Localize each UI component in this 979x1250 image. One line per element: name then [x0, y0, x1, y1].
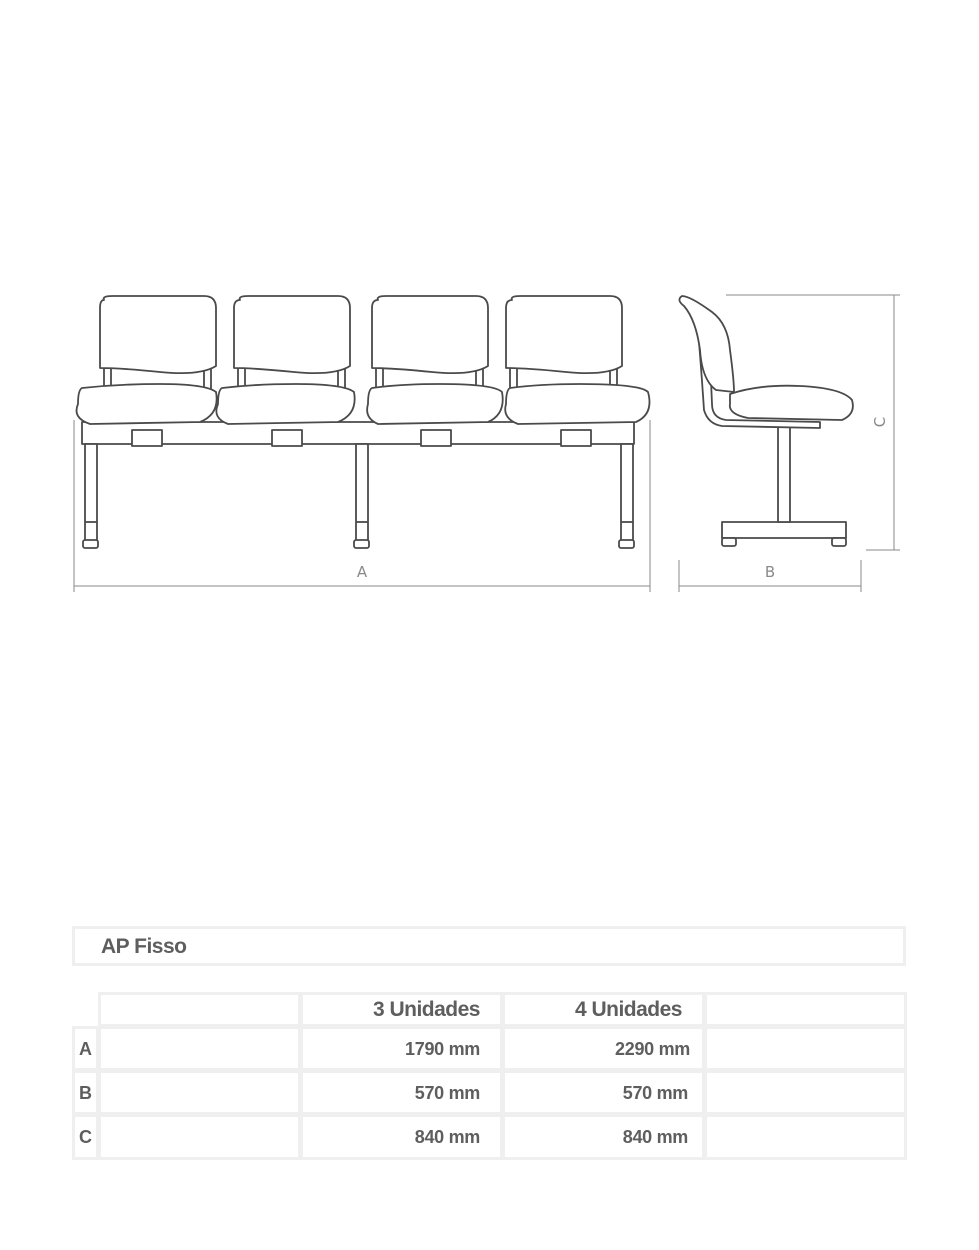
front-seat-4 [505, 296, 649, 424]
side-view [679, 296, 852, 546]
column [778, 424, 790, 522]
chair-technical-drawing [0, 0, 979, 620]
column-header-3-unidades: 3 Unidades [300, 992, 503, 1027]
front-seat-2 [216, 296, 354, 424]
table-cell-empty [98, 1114, 301, 1160]
leg-left [85, 444, 97, 542]
bracket-3 [421, 430, 451, 446]
front-seat-3 [367, 296, 503, 424]
table-cell: 570 mm [300, 1070, 503, 1115]
leg-right [621, 444, 633, 542]
table-cell-empty [98, 1070, 301, 1115]
table-cell: 570 mm [502, 1070, 705, 1115]
leg-middle [356, 444, 368, 542]
table-cell-empty [704, 1070, 907, 1115]
table-cell-empty [704, 1026, 907, 1071]
base-bar [722, 522, 846, 538]
table-cell: 1790 mm [300, 1026, 503, 1071]
row-label-a: A [72, 1026, 99, 1071]
front-view [77, 296, 650, 548]
table-cell-empty [98, 1026, 301, 1071]
side-backrest [679, 296, 734, 392]
table-cell: 840 mm [502, 1114, 705, 1160]
support-beam [82, 422, 634, 444]
table-header-empty [704, 992, 907, 1027]
dimension-c-label: C [871, 416, 889, 428]
bracket-2 [272, 430, 302, 446]
side-seat [730, 386, 853, 420]
table-header-empty [98, 992, 301, 1027]
column-header-4-unidades: 4 Unidades [502, 992, 705, 1027]
foot-right [619, 540, 634, 548]
dimension-b-label: B [764, 563, 776, 581]
bracket-1 [132, 430, 162, 446]
table-cell-empty [704, 1114, 907, 1160]
table-cell: 840 mm [300, 1114, 503, 1160]
product-title: AP Fisso [101, 935, 187, 958]
dimension-a-label: A [356, 563, 368, 581]
row-label-c: C [72, 1114, 99, 1160]
foot-middle [354, 540, 369, 548]
foot-left [83, 540, 98, 548]
table-cell: 2290 mm [502, 1026, 705, 1071]
product-title-bar [72, 926, 906, 966]
front-seat-1 [77, 296, 217, 424]
bracket-4 [561, 430, 591, 446]
row-label-b: B [72, 1070, 99, 1115]
